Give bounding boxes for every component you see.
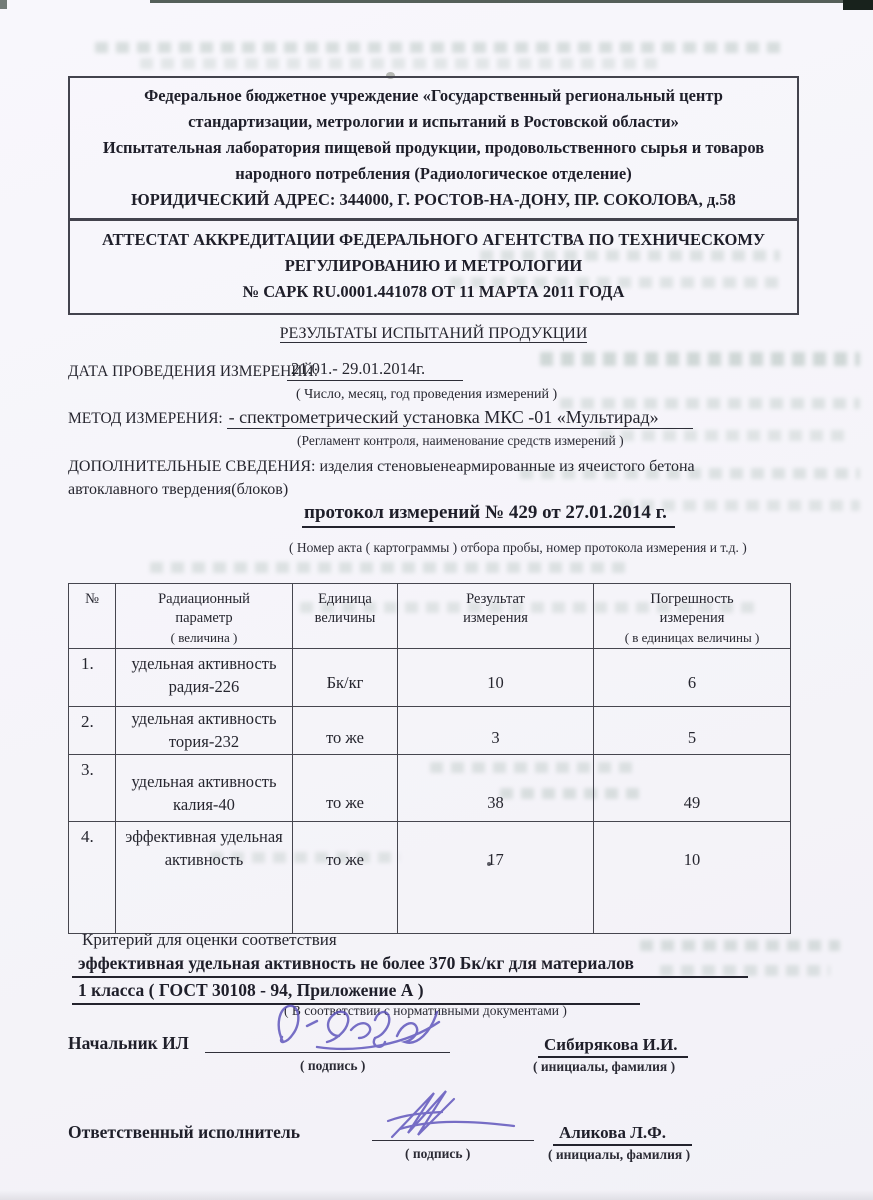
- method-value: - спектрометрический установка МКС -01 «Мультирад»: [227, 407, 693, 429]
- additional-info: [68, 455, 700, 501]
- criteria-line-2: 1 класса ( ГОСТ 30108 - 94, Приложение А ): [72, 980, 640, 1005]
- method-line: [68, 407, 693, 428]
- results-table-header: [69, 584, 791, 649]
- row-number: 3.: [69, 755, 116, 822]
- col-header-unit: Единица величины: [293, 584, 398, 649]
- col-header-number: №: [69, 584, 116, 649]
- accreditation-line: РЕГУЛИРОВАНИЮ И МЕТРОЛОГИИ: [284, 256, 583, 275]
- measurement-date-hint: ( Число, месяц, год проведения измерений ): [296, 387, 558, 402]
- org-header-box: [68, 76, 799, 221]
- org-name-line: стандартизации, метрологии и испытаний в Ростовской области»: [188, 112, 679, 131]
- accreditation-number-line: № САРК RU.0001.441078 ОТ 11 МАРТА 2011 ГОДА: [242, 282, 625, 301]
- bleedthrough-artifact: [540, 352, 860, 366]
- signatory-role-head-of-lab: Начальник ИЛ: [68, 1033, 189, 1053]
- criteria-hint: ( В соответствии с нормативными документами ): [284, 1003, 567, 1018]
- name-hint: ( инициалы, фамилия ): [548, 1147, 691, 1162]
- scan-edge-artifact: [150, 0, 873, 3]
- additional-info-label: ДОПОЛНИТЕЛЬНЫЕ СВЕДЕНИЯ:: [68, 458, 316, 475]
- measurement-date-label: ДАТА ПРОВЕДЕНИЯ ИЗМЕРЕНИЙ:: [68, 363, 318, 380]
- lab-name-line: Испытательная лаборатория пищевой продукции, продовольственного сырья и товаров: [102, 138, 765, 157]
- bleedthrough-artifact: [140, 58, 660, 69]
- table-row: [69, 822, 791, 934]
- table-row: [69, 755, 791, 822]
- table-row: [69, 707, 791, 755]
- accreditation-line: АТТЕСТАТ АККРЕДИТАЦИИ ФЕДЕРАЛЬНОГО АГЕНТСТВА ПО ТЕХНИЧЕСКОМУ: [101, 230, 766, 249]
- row-parameter: удельная активность радия-226: [116, 649, 293, 707]
- row-unit: то же: [293, 822, 398, 934]
- accreditation-box: [68, 218, 799, 315]
- bleedthrough-artifact: [150, 562, 630, 573]
- col-header-parameter: Радиационный параметр ( величина ): [116, 584, 293, 649]
- handwritten-signature: [255, 996, 460, 1056]
- criteria-label: Критерий для оценки соответствия: [82, 930, 337, 949]
- method-hint: (Регламент контроля, наименование средств измерений ): [297, 433, 624, 448]
- row-unit: Бк/кг: [293, 649, 398, 707]
- legal-address-line: ЮРИДИЧЕСКИЙ АДРЕС: 344000, Г. РОСТОВ-НА-ДОНУ, ПР. СОКОЛОВА, д.58: [131, 190, 736, 209]
- signatory-name: Аликова Л.Ф.: [553, 1123, 692, 1146]
- scan-corner-artifact: [843, 0, 873, 10]
- row-parameter: удельная активность тория-232: [116, 707, 293, 755]
- signature-hint: ( подпись ): [405, 1146, 471, 1161]
- criteria-line-1: эффективная удельная активность не более 370 Бк/кг для материалов: [72, 953, 748, 978]
- row-number: 2.: [69, 707, 116, 755]
- bleedthrough-artifact: [95, 42, 785, 53]
- protocol-hint: ( Номер акта ( картограммы ) отбора пробы, номер протокола измерения и т.д. ): [289, 540, 747, 555]
- row-parameter: удельная активность калия-40: [116, 755, 293, 822]
- row-result: 10: [398, 649, 594, 707]
- scan-edge-artifact: [0, 0, 7, 9]
- name-hint: ( инициалы, фамилия ): [533, 1059, 676, 1074]
- results-table: [68, 583, 791, 934]
- row-number: 4.: [69, 822, 116, 934]
- row-unit: то же: [293, 755, 398, 822]
- bleedthrough-artifact: [640, 940, 840, 951]
- method-label: МЕТОД ИЗМЕРЕНИЯ:: [68, 410, 223, 427]
- row-parameter: эффективная удельная активность: [116, 822, 293, 934]
- row-error: 10: [594, 822, 791, 934]
- row-error: 6: [594, 649, 791, 707]
- additional-info-value: изделия стеновыенеармированные из ячеистого бетона автоклавного твердения(блоков): [68, 458, 695, 498]
- org-name-line: Федеральное бюджетное учреждение «Государственный региональный центр: [144, 86, 723, 105]
- row-result: 3: [398, 707, 594, 755]
- protocol-number: протокол измерений № 429 от 27.01.2014 г.: [302, 502, 675, 528]
- bleedthrough-artifact: [600, 430, 850, 441]
- section-title: РЕЗУЛЬТАТЫ ИСПЫТАНИЙ ПРОДУКЦИИ: [279, 325, 588, 342]
- row-error: 49: [594, 755, 791, 822]
- row-number: 1.: [69, 649, 116, 707]
- table-row: [69, 649, 791, 707]
- col-header-result: Результат измерения: [398, 584, 594, 649]
- row-result: 17: [398, 822, 594, 934]
- signature-hint: ( подпись ): [300, 1058, 366, 1073]
- measurement-date-value: 21.01.- 29.01.2014г.: [287, 359, 463, 381]
- row-error: 5: [594, 707, 791, 755]
- lab-name-line: народного потребления (Радиологическое отделение): [235, 164, 632, 183]
- row-result: 38: [398, 755, 594, 822]
- signatory-name: Сибирякова И.И.: [538, 1035, 688, 1058]
- row-unit: то же: [293, 707, 398, 755]
- col-header-error: Погрешность измерения ( в единицах величины ): [594, 584, 791, 649]
- handwritten-signature: [362, 1085, 542, 1143]
- signatory-role-responsible-executor: Ответственный исполнитель: [68, 1122, 300, 1142]
- scan-edge-artifact: [0, 1190, 873, 1200]
